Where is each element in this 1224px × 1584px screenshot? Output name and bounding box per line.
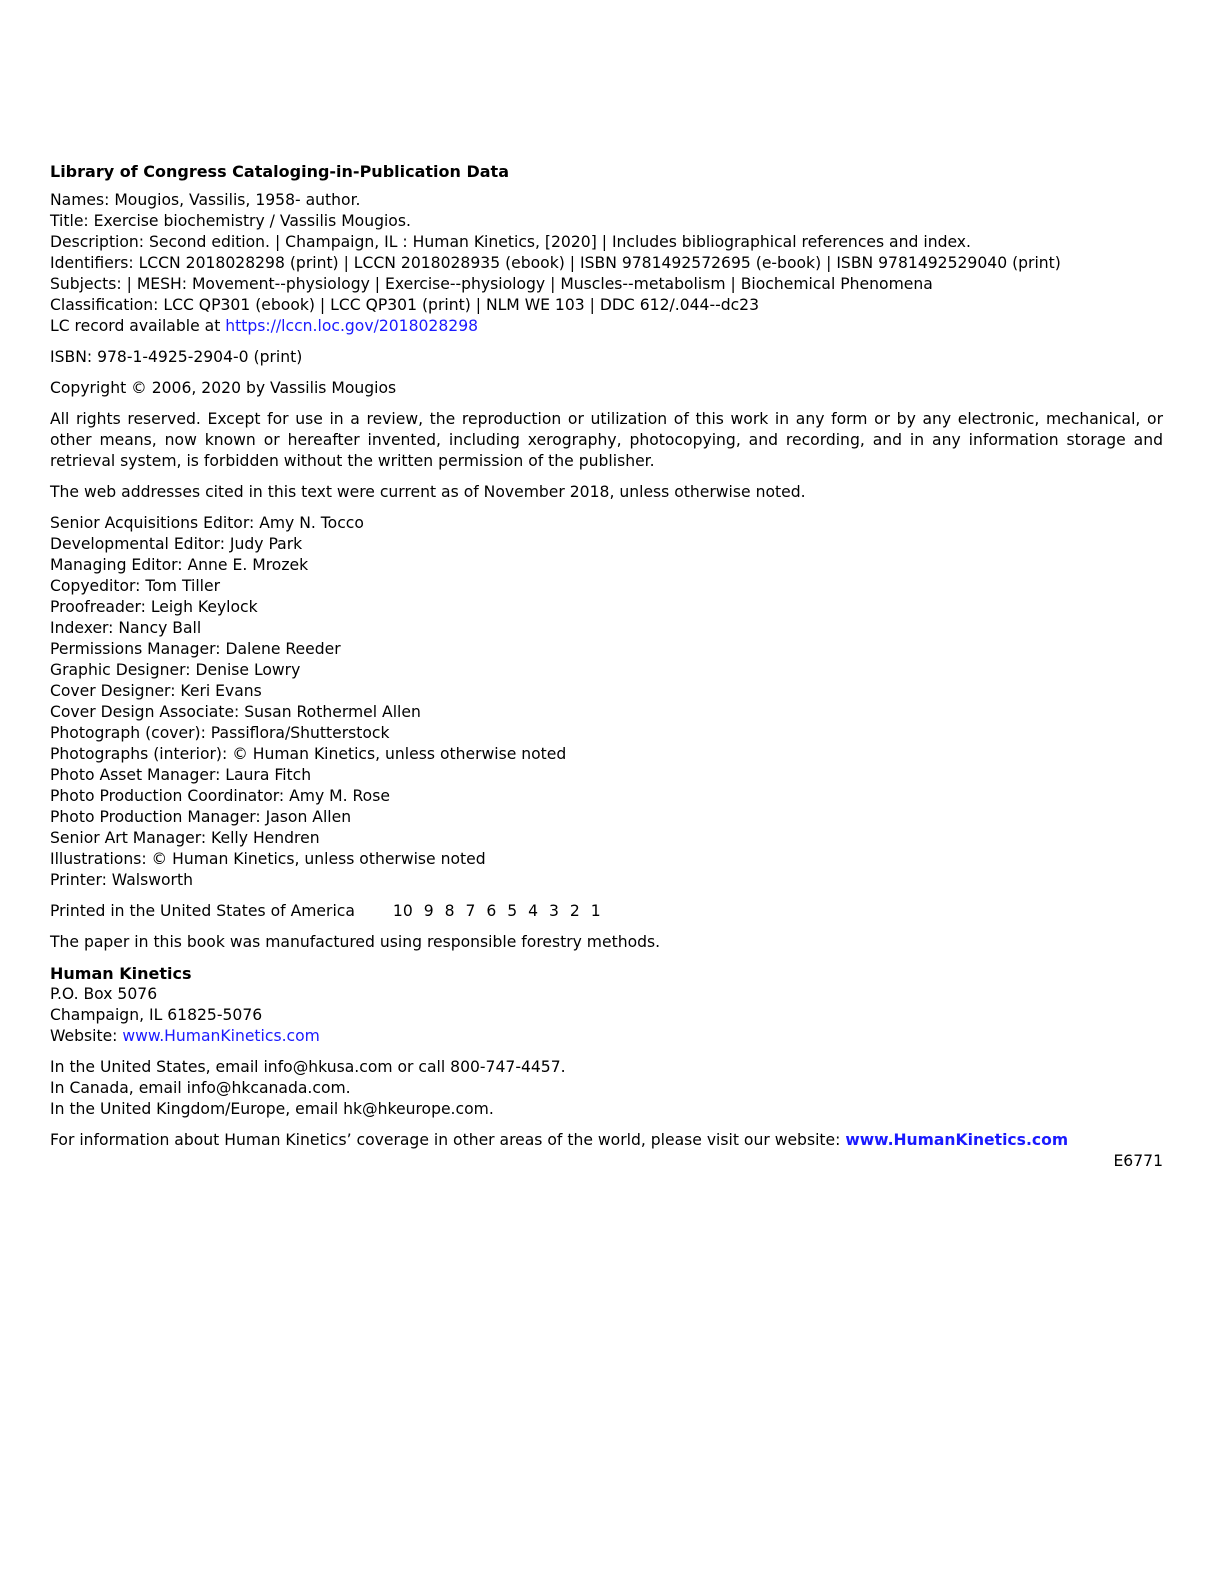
- credit-photograph-cover: Photograph (cover): Passiflora/Shutterstock: [50, 724, 390, 742]
- credit-photo-production-coordinator: Photo Production Coordinator: Amy M. Rose: [50, 787, 390, 805]
- printed-country: Printed in the United States of America: [50, 902, 355, 920]
- world-info-prefix: For information about Human Kinetics’ coverage in other areas of the world, please visit our website:: [50, 1131, 846, 1149]
- cip-identifiers: Identifiers: LCCN 2018028298 (print) | LCCN 2018028935 (ebook) | ISBN 9781492572695 (e-book) | ISBN 9781492529040 (print): [50, 254, 1061, 272]
- contact-uk-europe: In the United Kingdom/Europe, email hk@hkeurope.com.: [50, 1100, 494, 1118]
- credit-graphic-designer: Graphic Designer: Denise Lowry: [50, 661, 301, 679]
- cip-classification: Classification: LCC QP301 (ebook) | LCC QP301 (print) | NLM WE 103 | DDC 612/.044--dc23: [50, 296, 760, 314]
- cip-subjects: Subjects: | MESH: Movement--physiology | Exercise--physiology | Muscles--metabolism | Biochemical Phenomena: [50, 275, 933, 293]
- credit-photo-production-manager: Photo Production Manager: Jason Allen: [50, 808, 352, 826]
- credit-printer: Printer: Walsworth: [50, 871, 193, 889]
- lccn-link[interactable]: https://lccn.loc.gov/2018028298: [225, 317, 479, 335]
- contacts-block: [50, 1057, 1163, 1120]
- credit-managing-editor: Managing Editor: Anne E. Mrozek: [50, 556, 309, 574]
- credits-list: [50, 513, 1163, 891]
- publisher-block: [50, 963, 1163, 1047]
- credit-developmental-editor: Developmental Editor: Judy Park: [50, 535, 303, 553]
- publisher-address-1: P.O. Box 5076: [50, 985, 158, 1003]
- website-prefix: Website:: [50, 1027, 123, 1045]
- credit-permissions-manager: Permissions Manager: Dalene Reeder: [50, 640, 341, 658]
- credit-indexer: Indexer: Nancy Ball: [50, 619, 202, 637]
- cip-heading: Library of Congress Cataloging-in-Publication Data: [50, 162, 509, 181]
- cip-description: Description: Second edition. | Champaign, IL : Human Kinetics, [2020] | Includes bibliographical references and index.: [50, 233, 971, 251]
- cip-record-prefix: LC record available at: [50, 317, 226, 335]
- world-website-link[interactable]: www.HumanKinetics.com: [845, 1131, 1069, 1149]
- product-code: E6771: [1113, 1152, 1163, 1170]
- credit-senior-art-manager: Senior Art Manager: Kelly Hendren: [50, 829, 320, 847]
- page-content: [50, 161, 1163, 1172]
- printed-line: [50, 901, 1163, 922]
- credit-cover-design-associate: Cover Design Associate: Susan Rothermel Allen: [50, 703, 421, 721]
- publisher-name: Human Kinetics: [50, 964, 192, 983]
- cip-names: Names: Mougios, Vassilis, 1958- author.: [50, 191, 361, 209]
- contact-us: In the United States, email info@hkusa.com or call 800-747-4457.: [50, 1058, 566, 1076]
- rights-paragraph: All rights reserved. Except for use in a review, the reproduction or utilization of this work in any form or by any electronic, mechanical, or other means, now known or hereafter invented, including xerography, photocopying, and recording, and in any information storage and retrieval system, is forbidden without the written permission of the publisher.: [50, 410, 1163, 470]
- paper-note: The paper in this book was manufactured using responsible forestry methods.: [50, 933, 661, 951]
- credit-senior-acquisitions-editor: Senior Acquisitions Editor: Amy N. Tocco: [50, 514, 364, 532]
- publisher-website: [50, 1026, 1163, 1047]
- credit-photographs-interior: Photographs (interior): © Human Kinetics, unless otherwise noted: [50, 745, 567, 763]
- credit-illustrations: Illustrations: © Human Kinetics, unless otherwise noted: [50, 850, 486, 868]
- credit-cover-designer: Cover Designer: Keri Evans: [50, 682, 262, 700]
- credit-photo-asset-manager: Photo Asset Manager: Laura Fitch: [50, 766, 312, 784]
- cip-title: Title: Exercise biochemistry / Vassilis Mougios.: [50, 212, 411, 230]
- credit-proofreader: Proofreader: Leigh Keylock: [50, 598, 258, 616]
- contact-canada: In Canada, email info@hkcanada.com.: [50, 1079, 351, 1097]
- isbn: ISBN: 978-1-4925-2904-0 (print): [50, 348, 303, 366]
- copyright-notice: Copyright © 2006, 2020 by Vassilis Mougios: [50, 379, 397, 397]
- cip-record: [50, 316, 1163, 337]
- world-info: [50, 1130, 1163, 1151]
- publisher-address-2: Champaign, IL 61825-5076: [50, 1006, 263, 1024]
- cip-block: [50, 161, 1163, 337]
- credit-copyeditor: Copyeditor: Tom Tiller: [50, 577, 220, 595]
- printing-sequence: 10 9 8 7 6 5 4 3 2 1: [392, 902, 601, 920]
- web-address-note: The web addresses cited in this text were current as of November 2018, unless otherwise noted.: [50, 483, 806, 501]
- publisher-website-link[interactable]: www.HumanKinetics.com: [122, 1027, 320, 1045]
